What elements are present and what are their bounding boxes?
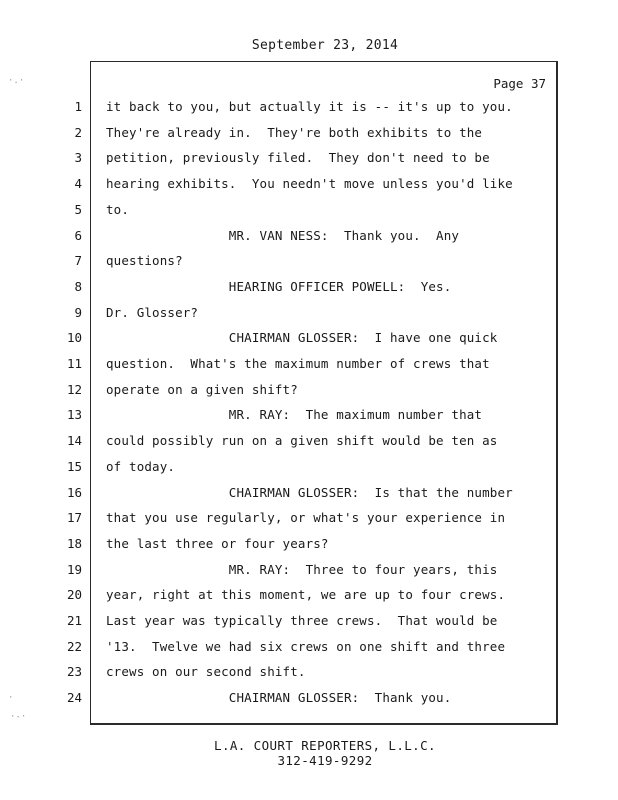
transcript-line: to. — [106, 201, 130, 217]
line-number: 16 — [66, 484, 82, 500]
transcript-line: operate on a given shift? — [106, 381, 298, 397]
scan-speck: ·-· — [10, 712, 27, 722]
line-number: 1 — [74, 99, 82, 114]
transcript-line: the last three or four years? — [106, 535, 329, 551]
line-number: 14 — [66, 433, 82, 449]
line-number: 15 — [66, 458, 82, 474]
transcript-line: CHAIRMAN GLOSSER: Thank you. — [106, 690, 452, 706]
line-number: 9 — [74, 304, 82, 320]
transcript-line: They're already in. They're both exhibits to the — [106, 124, 483, 140]
line-number: 13 — [66, 407, 82, 423]
footer-company: L.A. COURT REPORTERS, L.L.C. — [214, 738, 436, 753]
transcript-date: September 23, 2014 — [251, 38, 399, 53]
line-number: 18 — [66, 535, 82, 551]
line-number: 17 — [66, 510, 82, 526]
line-number: 12 — [66, 381, 82, 397]
line-number: 19 — [66, 561, 82, 577]
scan-speck: ·.· — [8, 76, 25, 86]
line-number: 20 — [66, 587, 82, 603]
transcript-line: HEARING OFFICER POWELL: Yes. — [106, 278, 452, 294]
line-number: 5 — [74, 201, 82, 217]
line-number: 4 — [74, 176, 82, 192]
transcript-line: year, right at this moment, we are up to four crews. — [106, 587, 506, 603]
transcript-line: CHAIRMAN GLOSSER: I have one quick — [106, 330, 498, 346]
line-number: 24 — [66, 690, 82, 706]
line-number: 2 — [74, 124, 82, 140]
transcript-line: CHAIRMAN GLOSSER: Is that the number — [106, 484, 513, 500]
page-number: Page 37 — [493, 76, 546, 91]
line-number: 3 — [74, 150, 82, 166]
transcript-line: MR. RAY: The maximum number that — [106, 407, 483, 423]
transcript-line: could possibly run on a given shift would be ten as — [106, 433, 498, 449]
line-number: 8 — [74, 278, 82, 294]
transcript-line: questions? — [106, 253, 183, 269]
transcript-line: MR. RAY: Three to four years, this — [106, 561, 498, 577]
transcript-line: that you use regularly, or what's your experience in — [106, 510, 506, 526]
transcript-line: of today. — [106, 458, 176, 474]
line-number: 10 — [66, 330, 82, 346]
transcript-line: Last year was typically three crews. That would be — [106, 613, 498, 628]
transcript-line: petition, previously filed. They don't need to be — [106, 150, 490, 166]
line-number: 11 — [66, 356, 82, 371]
transcript-line: MR. VAN NESS: Thank you. Any — [106, 227, 460, 243]
transcript-line: Dr. Glosser? — [106, 304, 199, 320]
transcript-line: it back to you, but actually it is -- it's up to you. — [106, 99, 513, 114]
transcript-line: crews on our second shift. — [106, 664, 306, 680]
line-number: 22 — [66, 638, 82, 654]
line-number: 21 — [66, 613, 82, 628]
line-number: 6 — [74, 227, 82, 243]
footer-phone: 312-419-9292 — [277, 753, 373, 768]
transcript-line: '13. Twelve we had six crews on one shift and three — [106, 638, 506, 654]
scan-speck: · — [8, 693, 14, 703]
line-number: 23 — [66, 664, 82, 680]
transcript-line: hearing exhibits. You needn't move unless you'd like — [106, 176, 513, 192]
transcript-line: question. What's the maximum number of crews that — [106, 356, 490, 371]
line-number: 7 — [74, 253, 82, 269]
